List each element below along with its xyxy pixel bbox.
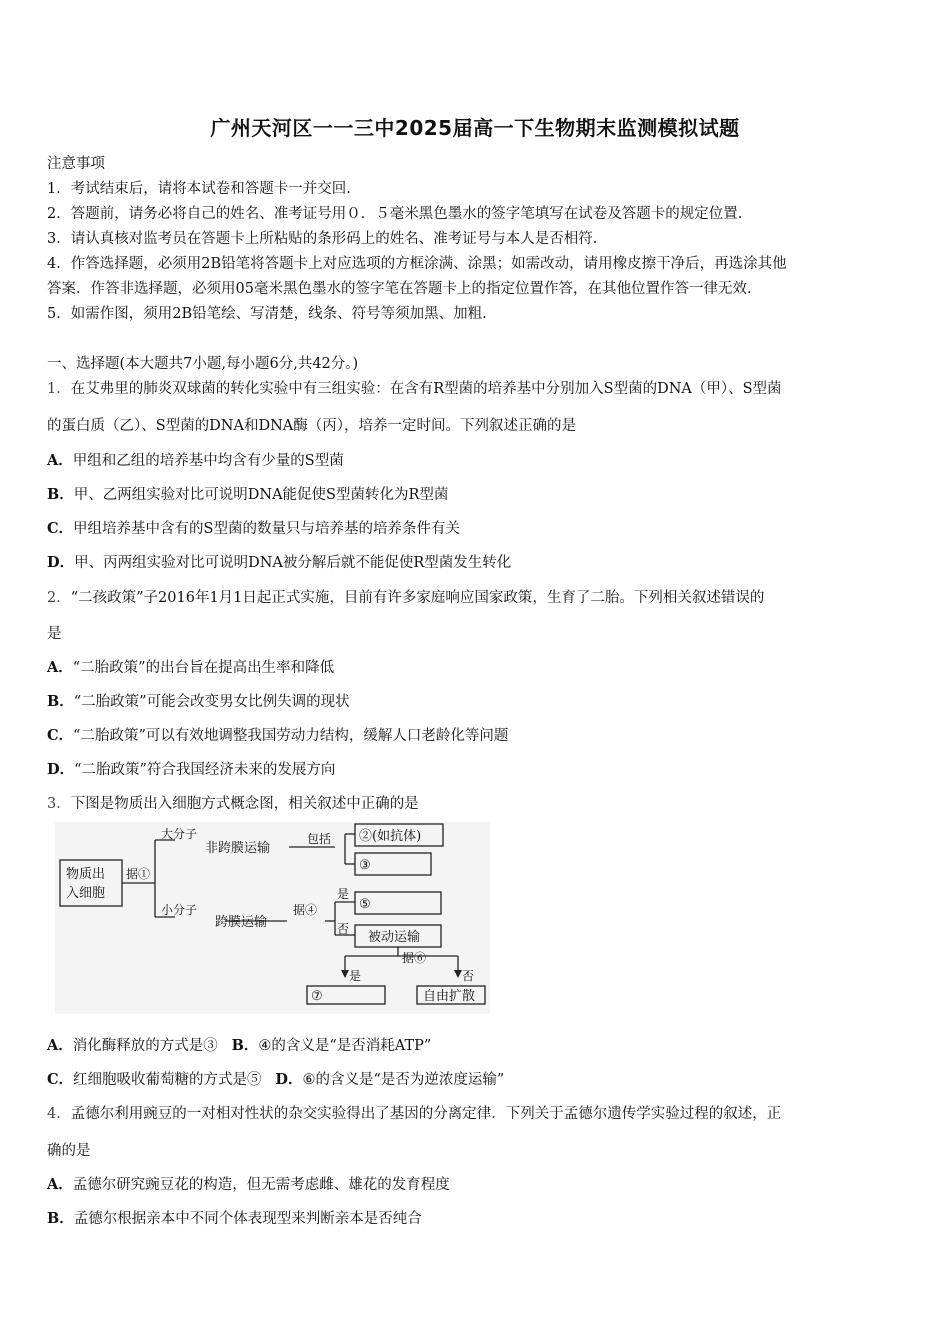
q2-option-a: A．“二胎政策”的出台旨在提高出生率和降低 — [47, 659, 335, 676]
notice-item-3: 3．请认真核对监考员在答题卡上所粘贴的条形码上的姓名、准考证号与本人是否相符. — [47, 231, 598, 247]
notice-item-4-cont: 答案．作答非选择题，必须用05毫米黑色墨水的签字笔在答题卡上的指定位置作答，在其他位置作答一律无效. — [47, 281, 752, 297]
diagram-background — [55, 822, 490, 1014]
question-1-number: 1． — [47, 381, 71, 397]
diagram-root-line-2: 入细胞 — [66, 886, 106, 901]
question-1-line-1 — [47, 377, 782, 398]
diagram-yes-1: 是 — [337, 887, 350, 901]
diagram-big-molecule: 大分子 — [161, 827, 198, 841]
notice-item-2: 2．答题前，请务必将自己的姓名、准考证号用０．５毫米黑色墨水的签字笔填写在试卷及答题卡的规定位置. — [47, 206, 743, 222]
notice-item-4: 4．作答选择题，必须用2B铅笔将答题卡上对应选项的方框涂满、涂黑；如需改动，请用橡皮擦干净后，再选涂其他 — [47, 256, 787, 272]
diagram-include: 包括 — [307, 832, 332, 846]
q1-option-c: C．甲组培养基中含有的S型菌的数量只与培养基的培养条件有关 — [47, 520, 460, 537]
diagram-small-molecule: 小分子 — [161, 903, 198, 917]
notice-heading: 注意事项 — [47, 156, 105, 172]
notice-item-5: 5．如需作图，须用2B铅笔绘、写清楚，线条、符号等须加黑、加粗. — [47, 306, 487, 322]
q2-option-b: B．“二胎政策”可能会改变男女比例失调的现状 — [47, 693, 350, 710]
q1-option-b: B．甲、乙两组实验对比可说明DNA能促使S型菌转化为R型菌 — [47, 486, 449, 503]
question-2-number: 2． — [47, 590, 71, 606]
q2-option-d: D．“二胎政策”符合我国经济未来的发展方向 — [47, 761, 336, 778]
question-3-line-1 — [47, 792, 419, 813]
diagram-box-3-label: ③ — [359, 858, 371, 873]
diagram-box-2-label: ②(如抗体) — [359, 829, 422, 844]
question-4-stem: 孟德尔利用豌豆的一对相对性状的杂交实验得出了基因的分离定律．下列关于孟德尔遗传学实验过程的叙述，正 — [70, 1106, 782, 1122]
question-1-line-2: 的蛋白质（乙）、S型菌的DNA和DNA酶（丙），培养一定时间。下列叙述正确的是 — [47, 418, 576, 434]
question-4-line-1 — [47, 1102, 781, 1123]
q4-option-b: B．孟德尔根据亲本中不同个体表现型来判断亲本是否纯合 — [47, 1210, 422, 1227]
question-1-stem: 在艾弗里的肺炎双球菌的转化实验中有三组实验：在含有R型菌的培养基中分别加入S型菌的DNA（甲）、S型菌 — [70, 381, 782, 397]
diagram-no-2: 否 — [462, 969, 475, 983]
q1-option-d: D．甲、丙两组实验对比可说明DNA被分解后就不能促使R型菌发生转化 — [47, 554, 512, 571]
diagram-transmembrane: 跨膜运输 — [215, 915, 268, 930]
q1-option-a: A．甲组和乙组的培养基中均含有少量的S型菌 — [47, 452, 344, 469]
diagram-no-1: 否 — [337, 922, 350, 936]
q2-option-c: C．“二胎政策”可以有效地调整我国劳动力结构，缓解人口老龄化等问题 — [47, 727, 509, 744]
question-3-stem: 下图是物质出入细胞方式概念图，相关叙述中正确的是 — [70, 796, 419, 812]
page-title: 广州天河区一一三中2025届高一下生物期末监测模拟试题 — [210, 116, 740, 140]
diagram-by-1: 据① — [126, 867, 151, 881]
question-2-line-2: 是 — [47, 626, 62, 642]
transport-concept-diagram — [55, 822, 490, 1014]
question-2-line-1 — [47, 586, 764, 607]
question-3-number: 3． — [47, 796, 71, 812]
question-4-number: 4． — [47, 1106, 71, 1122]
q4-option-a: A．孟德尔研究豌豆花的构造，但无需考虑雌、雄花的发育程度 — [47, 1176, 450, 1193]
diagram-yes-2: 是 — [349, 969, 362, 983]
diagram-free-diffusion-label: 自由扩散 — [423, 989, 476, 1004]
question-4-line-2: 确的是 — [47, 1143, 91, 1159]
section-heading: 一、选择题(本大题共7小题,每小题6分,共42分。) — [47, 356, 359, 372]
notice-item-1: 1．考试结束后，请将本试卷和答题卡一并交回. — [47, 181, 351, 197]
diagram-by-4: 据④ — [293, 903, 318, 917]
q3-options-row-2: C．红细胞吸收葡萄糖的方式是⑤ D．⑥的含义是“是否为逆浓度运输” — [47, 1071, 505, 1088]
diagram-by-6: 据⑥ — [402, 951, 427, 965]
diagram-box-7-label: ⑦ — [311, 989, 323, 1004]
diagram-box-5-label: ⑤ — [359, 897, 371, 912]
diagram-non-transmembrane: 非跨膜运输 — [205, 841, 271, 856]
question-2-stem: “二孩政策”子2016年1月1日起正式实施，目前有许多家庭响应国家政策，生育了二胎。下列相关叙述错误的 — [70, 590, 765, 606]
diagram-root-line-1: 物质出 — [66, 867, 106, 882]
q3-options-row-1: A．消化酶释放的方式是③ B．④的含义是“是否消耗ATP” — [47, 1037, 432, 1054]
diagram-passive-label: 被动运输 — [368, 930, 421, 945]
